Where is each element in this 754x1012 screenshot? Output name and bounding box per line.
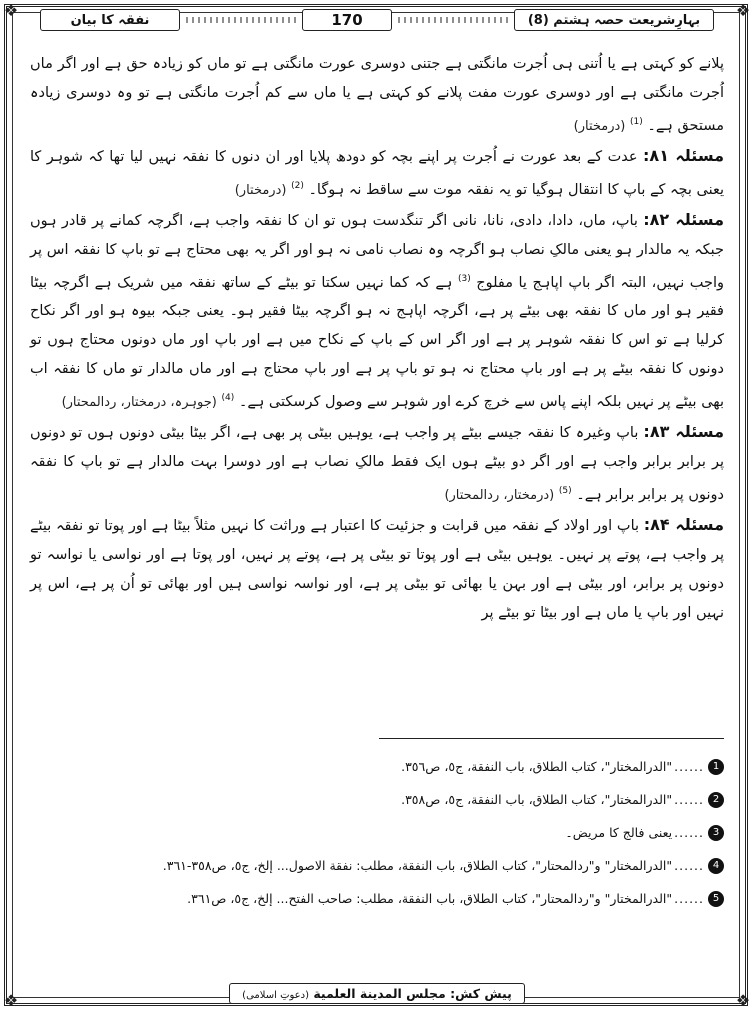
masala-heading: مسئلہ ۸۲:: [643, 209, 724, 229]
masala-heading: مسئلہ ۸۱:: [643, 145, 725, 165]
footnote-marker[interactable]: (3): [457, 273, 471, 284]
reference: (درمختار): [573, 118, 626, 134]
presenter-label: پیش کش:: [450, 986, 512, 1001]
footnote-item: [30, 816, 724, 849]
paragraph-text: باپ وغیرہ کا نفقہ جیسے بیٹے پر واجب ہے، یوہیں بیٹی پر بھی ہے، اگر بیٹا بیٹی دونوں ہوں تو دونوں پر برابر برابر واجب ہے اور اگر دو بیٹے ہوں ایک فقط مالکِ نصاب ہے اور دوسرا بہت مالدار ہے تو باپ کا نفقہ دونوں پر برابر برابر ہے۔: [30, 425, 724, 504]
footnote-text: "الدرالمختار"، كتاب الطلاق، باب النفقة، ج٥، ص٣٥٦.: [401, 759, 673, 774]
footnote-leader: ......: [674, 858, 704, 873]
page-number: 170: [302, 9, 392, 31]
corner-ornament-icon: ❖: [735, 1, 751, 20]
footnote-divider: [379, 738, 724, 739]
footnote-text: "الدرالمختار" و"ردالمحتار"، كتاب الطلاق، باب النفقة، مطلب: نفقة الاصول... إلخ، ج٥، ص٣٥٨-٣٦١.: [162, 858, 673, 873]
main-text: [30, 50, 724, 628]
header-ornament: [186, 17, 296, 23]
paragraph: [30, 50, 724, 141]
reference: (جوہرہ، درمختار، ردالمحتار): [61, 395, 217, 411]
paragraph: [30, 510, 724, 628]
reference: (درمختار، ردالمحتار): [444, 488, 555, 504]
paragraph-text: عدت کے بعد عورت نے اُجرت پر اپنے بچہ کو دودھ پلایا اور ان دنوں کا نفقہ نہیں لیا تھا کہ شوہر کا یعنی بچہ کے باپ کا انتقال ہوگیا تو یہ نفقہ موت سے ساقط نہ ہوگا۔: [30, 148, 724, 198]
footnote-number-badge: 4: [708, 858, 724, 874]
paragraph-text: پلانے کو کہتی ہے یا اُتنی ہی اُجرت مانگتی ہے جتنی دوسری عورت مانگتی ہے تو ماں کو زیادہ حق ہے اور اگر ماں اُجرت مانگتی ہے اور دوسری عورت مفت پلانے کو کہتی ہے یا ماں سے کم اُجرت مانگتی ہے تو وہ دوسری زیادہ مستحق ہے۔: [30, 56, 724, 134]
footnote-number-badge: 2: [708, 792, 724, 808]
footnote-number-badge: 5: [708, 891, 724, 907]
publisher-box: [229, 983, 525, 1004]
footnote-leader: ......: [674, 891, 704, 906]
footnote-leader: ......: [674, 825, 704, 840]
footnote-item: [30, 783, 724, 816]
paragraph: [30, 205, 724, 418]
publisher-name: مجلس المدینة العلمیة: [313, 986, 446, 1001]
footnote-leader: ......: [674, 792, 704, 807]
header-ornament: [398, 17, 508, 23]
footnote-marker[interactable]: (5): [558, 486, 572, 497]
footnote-number-badge: 1: [708, 759, 724, 775]
page-header: [40, 6, 714, 34]
footnote-item: [30, 882, 724, 915]
page-footer: [0, 983, 754, 1004]
paragraph-text: باپ اور اولاد کے نفقہ میں قرابت و جزئیت کا اعتبار ہے وراثت کا نہیں مثلاً بیٹا ہے اور پوتا تو نفقہ بیٹے پر واجب ہے، پوتے پر نہیں۔ یوہیں بیٹی ہے اور پوتا تو بیٹی پر ہے، پوتے پر نہیں، اور پوتا ہے اور نواسی یا نواسہ تو دونوں پر برابر، اور بیٹی ہے اور بہن یا بھائی تو بیٹی پر ہے، اور نواسہ نواسی ہیں اور بھائی تو اُن پر ہے، اس پر نہیں اور باپ یا ماں ہے اور بیٹا تو بیٹے پر: [30, 518, 724, 622]
footnote-item: [30, 750, 724, 783]
paragraph: [30, 141, 724, 205]
corner-ornament-icon: ❖: [3, 991, 19, 1010]
footnote-number-badge: 3: [708, 825, 724, 841]
footnote-marker[interactable]: (1): [629, 117, 643, 127]
footnotes: [30, 750, 724, 915]
footnote-text: "الدرالمختار" و"ردالمحتار"، كتاب الطلاق، باب النفقة، مطلب: صاحب الفتح... إلخ، ج٥، ص٣٦١.: [187, 891, 673, 906]
footnote-text: یعنی فالج کا مریض۔: [565, 825, 673, 840]
masala-heading: مسئلہ ۸۳:: [643, 422, 724, 442]
chapter-title: نفقہ کا بیان: [40, 9, 180, 31]
footnote-marker[interactable]: (4): [221, 393, 235, 404]
paragraph-text: ہے کہ کما نہیں سکتا تو بیٹے کے ساتھ نفقہ میں شریک ہے اگرچہ بیٹا فقیر ہو اور ماں کا نفقہ بھی بیٹے پر ہے، اگرچہ اپاہج نہ ہو اگرچہ بیٹا فقیر ہو۔ یعنی جبکہ بیوہ ہو اور اگر نکاح کرلیا ہے تو اس کا نفقہ شوہر پر ہے اور اگر اس کے باپ کے نکاح میں ہے اور باپ اور ماں دونوں محتاج ہوں تو دونوں کا نفقہ بیٹے پر ہے اور باپ محتاج نہ ہو تو باپ پر ہے اور باپ محتاج ہے اور ماں مالدار تو ماں کا نفقہ اب بھی بیٹے پر نہیں بلکہ اپنے پاس سے خرچ کرے اور شوہر سے وصول کرسکتی ہے۔: [30, 274, 724, 411]
corner-ornament-icon: ❖: [3, 1, 19, 20]
corner-ornament-icon: ❖: [735, 991, 751, 1010]
book-title: بہارِشریعت حصہ ہشتم (8): [514, 9, 714, 31]
footnote-item: [30, 849, 724, 882]
footnote-leader: ......: [674, 759, 704, 774]
reference: (درمختار): [234, 182, 287, 198]
publisher-note: (دعوتِ اسلامی): [242, 990, 309, 1001]
paragraph: [30, 417, 724, 510]
paragraph-text: باپ، ماں، دادا، دادی، نانا، نانی اگر تنگدست ہوں تو ان کا نفقہ واجب ہے، اگرچہ کمانے پر قادر ہوں جبکہ یہ مالدار ہو یعنی مالکِ نصاب ہو اگرچہ وہ نصاب نامی نہ ہو اور اگر یہ بھی محتاج ہے تو باپ کا نفقہ اس پر واجب نہیں، البتہ اگر باپ اپاہج یا مفلوج: [30, 212, 725, 291]
masala-heading: مسئلہ ۸۴:: [643, 515, 724, 535]
footnote-marker[interactable]: (2): [291, 180, 304, 191]
footnote-text: "الدرالمختار"، كتاب الطلاق، باب النفقة، ج٥، ص٣٥٨.: [401, 792, 673, 807]
